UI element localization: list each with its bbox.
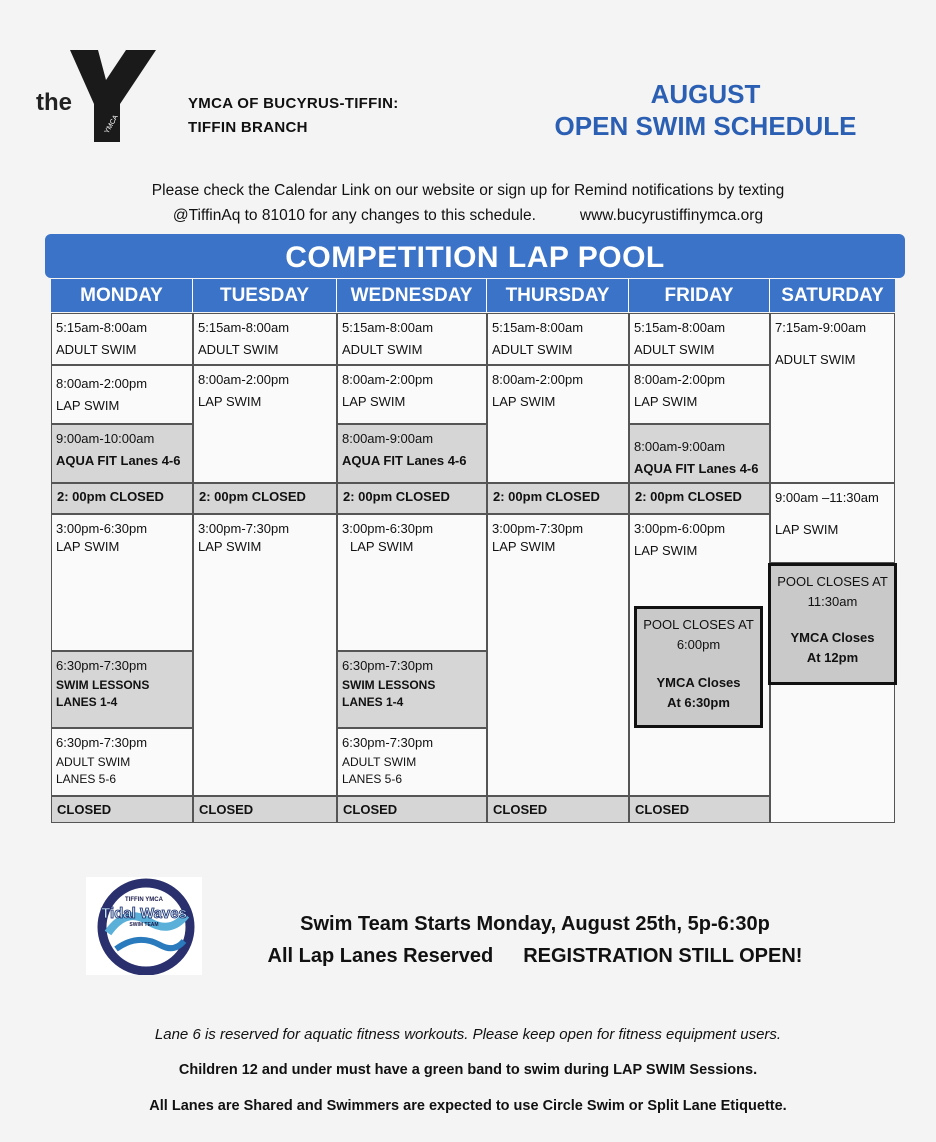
wednesday-aqua-fit: 8:00am-9:00am AQUA FIT Lanes 4-6	[337, 424, 487, 483]
monday-lap-swim-am: 8:00am-2:00pm LAP SWIM	[51, 365, 193, 424]
wednesday-closed-mid: 2: 00pm CLOSED	[337, 483, 487, 514]
schedule-title	[548, 78, 863, 142]
saturday-pool-closes-box: POOL CLOSES AT 11:30am YMCA Closes At 12pm	[768, 563, 897, 685]
schedule-title-line2: OPEN SWIM SCHEDULE	[554, 111, 857, 141]
tidal-waves-logo	[86, 877, 202, 975]
monday-closed-mid: 2: 00pm CLOSED	[51, 483, 193, 514]
thursday-lap-swim-am: 8:00am-2:00pm LAP SWIM	[487, 365, 629, 483]
logo-the-text: the	[36, 89, 72, 116]
thursday-closed-end: CLOSED	[487, 796, 629, 823]
friday-lap-swim-am: 8:00am-2:00pm LAP SWIM	[629, 365, 770, 424]
ymca-logo	[34, 46, 164, 146]
day-header-thursday: THURSDAY	[487, 279, 629, 312]
tuesday-closed-mid: 2: 00pm CLOSED	[193, 483, 337, 514]
friday-aqua-fit: 8:00am-9:00am AQUA FIT Lanes 4-6	[629, 424, 770, 483]
day-header-monday: MONDAY	[51, 279, 193, 312]
friday-closed-end: CLOSED	[629, 796, 770, 823]
footer-lane6-note: Lane 6 is reserved for aquatic fitness workouts. Please keep open for fitness equipment users.	[154, 1026, 782, 1043]
org-name-line2: TIFFIN BRANCH	[188, 119, 308, 136]
footer-children-note: Children 12 and under must have a green band to swim during LAP SWIM Sessions.	[178, 1062, 758, 1078]
monday-adult-swim-pm: 6:30pm-7:30pm ADULT SWIM LANES 5-6	[51, 728, 193, 796]
saturday-lap-swim: 9:00am –11:30am LAP SWIM	[770, 483, 895, 563]
org-name	[188, 92, 399, 140]
monday-swim-lessons: 6:30pm-7:30pm SWIM LESSONS LANES 1-4	[51, 651, 193, 728]
day-header-tuesday: TUESDAY	[193, 279, 337, 312]
monday-lap-swim-pm: 3:00pm-6:30pm LAP SWIM	[51, 514, 193, 651]
thursday-closed-mid: 2: 00pm CLOSED	[487, 483, 629, 514]
pool-banner: COMPETITION LAP POOL	[45, 234, 905, 278]
monday-closed-end: CLOSED	[51, 796, 193, 823]
tuesday-closed-end: CLOSED	[193, 796, 337, 823]
day-header-wednesday: WEDNESDAY	[337, 279, 487, 312]
monday-adult-swim: 5:15am-8:00am ADULT SWIM	[51, 313, 193, 365]
wednesday-lap-swim-am: 8:00am-2:00pm LAP SWIM	[337, 365, 487, 424]
wednesday-adult-swim-pm: 6:30pm-7:30pm ADULT SWIM LANES 5-6	[337, 728, 487, 796]
tidal-logo-line3: SWIM TEAM	[129, 922, 159, 928]
swim-team-line2a: All Lap Lanes Reserved	[267, 945, 494, 967]
wednesday-closed-end: CLOSED	[337, 796, 487, 823]
notice-line1: Please check the Calendar Link on our website or sign up for Remind notifications by texting	[151, 182, 785, 199]
thursday-adult-swim: 5:15am-8:00am ADULT SWIM	[487, 313, 629, 365]
wednesday-swim-lessons: 6:30pm-7:30pm SWIM LESSONS LANES 1-4	[337, 651, 487, 728]
tidal-logo-line2: Tidal Waves	[101, 905, 187, 922]
logo-ymca-text: YMCA	[103, 113, 120, 135]
tidal-logo-line1: TIFFIN YMCA	[125, 897, 163, 903]
monday-aqua-fit: 9:00am-10:00am AQUA FIT Lanes 4-6	[51, 424, 193, 483]
swim-team-announcement	[230, 908, 840, 972]
tuesday-adult-swim: 5:15am-8:00am ADULT SWIM	[193, 313, 337, 365]
friday-pool-closes-box: POOL CLOSES AT 6:00pm YMCA Closes At 6:30pm	[634, 606, 763, 728]
schedule-title-line1: AUGUST	[650, 79, 761, 109]
tuesday-lap-swim-am: 8:00am-2:00pm LAP SWIM	[193, 365, 337, 483]
swim-team-line1: Swim Team Starts Monday, August 25th, 5p-6:30p	[300, 913, 770, 935]
org-name-line1: YMCA OF BUCYRUS-TIFFIN:	[188, 95, 399, 112]
tuesday-lap-swim-pm: 3:00pm-7:30pm LAP SWIM	[193, 514, 337, 796]
footer-lanes-note: All Lanes are Shared and Swimmers are expected to use Circle Swim or Split Lane Etiquette.	[149, 1098, 787, 1114]
day-header-friday: FRIDAY	[629, 279, 770, 312]
saturday-adult-swim: 7:15am-9:00am ADULT SWIM	[770, 313, 895, 483]
notice	[60, 178, 876, 228]
wednesday-adult-swim: 5:15am-8:00am ADULT SWIM	[337, 313, 487, 365]
day-header-saturday: SATURDAY	[770, 279, 895, 312]
wednesday-lap-swim-pm: 3:00pm-6:30pm LAP SWIM	[337, 514, 487, 651]
friday-closed-mid: 2: 00pm CLOSED	[629, 483, 770, 514]
friday-lap-swim-pm: 3:00pm-6:00pm LAP SWIM	[629, 514, 770, 796]
website-link[interactable]: www.bucyrustiffinymca.org	[579, 207, 764, 224]
notice-line2: @TiffinAq to 81010 for any changes to this schedule.	[172, 207, 536, 224]
friday-adult-swim: 5:15am-8:00am ADULT SWIM	[629, 313, 770, 365]
registration-open: REGISTRATION STILL OPEN!	[523, 945, 803, 967]
thursday-lap-swim-pm: 3:00pm-7:30pm LAP SWIM	[487, 514, 629, 796]
